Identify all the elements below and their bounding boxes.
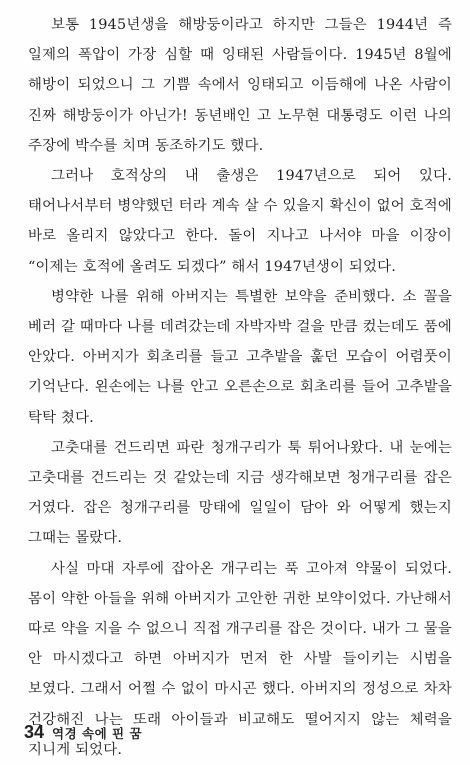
running-book-title: 역경 속에 핀 꿈 [52,726,143,741]
paragraph-4: 고춧대를 건드리면 파란 청개구리가 툭 튀어나왔다. 내 눈에는 고춧대를 건드리는 것 같았는데 지금 생각해보면 청개구리를 잡은 거였다. 잡은 청개구리를 망태에 일일이 담아 와 어떻게 했는지 그때는 몰랐다. [28,439,452,547]
paragraph-5: 사실 마대 자루에 잡아온 개구리는 푹 고아져 약물이 되었다. 몸이 약한 아들을 위해 아버지가 고안한 귀한 보약이었다. 가난해서 따로 약을 지을 수 없으니 직접 개구리를 잡은 것이다. 내가 그 물을 안 마시겠다고 하면 아버지가 먼저 한 사발 들이키는 시범을 보였다. 그래서 어쩔 수 없이 마시곤 했다. 아버지의 정성으로 차차 건강해진 나는 또래 아이들과 비교해도 떨어지지 않는 체력을 지니게 되었다. [28,560,452,758]
paragraph-3: 병약한 나를 위해 아버지는 특별한 보약을 준비했다. 소 꼴을 베러 갈 때마다 나를 데려갔는데 자박자박 걸을 만큼 컸는데도 품에 안았다. 아버지가 회초리를 들고 고추밭을 훑던 모습이 어렴풋이 기억난다. 왼손에는 나를 안고 오른손으로 회초리를 들어 고추밭을 탁탁 쳤다. [28,288,452,426]
page-footer [24,722,142,744]
page-body [28,10,452,765]
paragraph-1: 보통 1945년생을 해방둥이라고 하지만 그들은 1944년 즉 일제의 폭압이 가장 심할 때 잉태된 사람들이다. 1945년 8월에 해방이 되었으니 그 기쁨 속에서 잉태되고 이듬해에 나온 사람이 진짜 해방둥이가 아닌가! 동년배인 고 노무현 대통령도 이런 나의 주장에 박수를 치며 동조하기도 했다. [28,17,452,154]
page-number: 34 [24,722,45,742]
paragraph-2: 그러나 호적상의 내 출생은 1947년으로 되어 있다. 태어나서부터 병약했던 터라 계속 살 수 있을지 확신이 없어 호적에 바로 올리지 않았다고 한다. 돌이 지나고 나서야 마을 이장이 “이제는 호적에 올려도 되겠다” 해서 1947년생이 되었다. [28,168,452,275]
